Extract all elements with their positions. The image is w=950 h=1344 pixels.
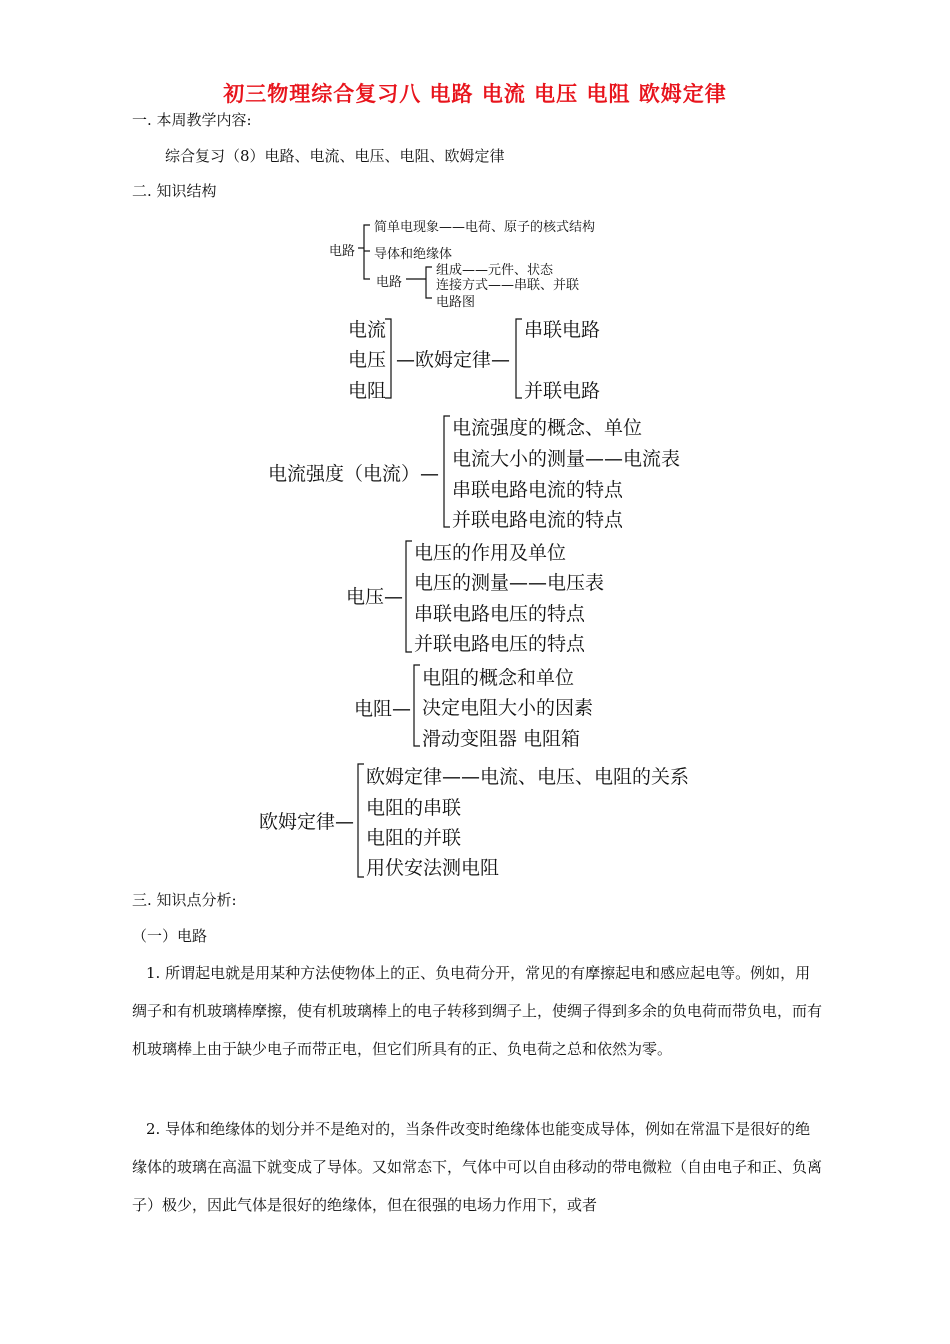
circuit-root: 电路 [329,244,356,259]
voltage-item-1: 电压的作用及单位 [414,542,567,564]
ohm-item-3: 电阻的并联 [366,827,462,849]
voltage-item-4: 并联电路电压的特点 [414,633,586,655]
center-right-1: 串联电路 [524,319,601,341]
center-left-1: 电流 [348,319,387,341]
circuit-sub-item-1: 组成——元件、状态 [436,263,554,278]
voltage-root: 电压— [346,586,404,608]
circuit-sub-brace [406,265,436,303]
current-item-3: 串联电路电流的特点 [452,479,624,501]
current-item-1: 电流强度的概念、单位 [452,417,643,439]
resistance-item-3: 滑动变阻器 电阻箱 [422,728,581,750]
section-2-heading: 二. 知识结构 [132,182,217,200]
current-brace [438,415,452,531]
current-item-2: 电流大小的测量——电流表 [452,448,681,470]
circuit-sub-item-3: 电路图 [436,295,476,310]
circuit-brace [358,224,372,284]
circuit-item-3: 电路 [376,275,403,290]
current-item-4: 并联电路电流的特点 [452,509,624,531]
voltage-item-2: 电压的测量——电压表 [414,572,605,594]
voltage-brace [400,540,414,656]
current-root: 电流强度（电流）— [268,463,440,485]
paragraph-1: 1. 所谓起电就是用某种方法使物体上的正、负电荷分开，常见的有摩擦起电和感应起电等。例如，用绸子和有机玻璃棒摩擦，使有机玻璃棒上的电子转移到绸子上，使绸子得到多余的负电荷而带负电，而有机玻璃棒上由于缺少电子而带正电，但它们所具有的正、负电荷之总和依然为零。 [132,964,823,1058]
center-left-2: 电压 [348,349,387,371]
circuit-item-2: 导体和绝缘体 [374,247,453,262]
center-middle: —欧姆定律— [396,349,511,371]
ohm-brace [352,763,366,881]
page-title: 初三物理综合复习八 电路 电流 电压 电阻 欧姆定律 [223,82,727,106]
section-3-heading: 三. 知识点分析: [132,891,237,909]
ohm-item-1: 欧姆定律——电流、电压、电阻的关系 [366,766,690,788]
circuit-item-1: 简单电现象——电荷、原子的核式结构 [374,220,596,235]
center-right-2: 并联电路 [524,380,601,402]
resistance-root: 电阻— [354,698,412,720]
circuit-sub-item-2: 连接方式——串联、并联 [436,278,580,293]
section-3-sub-heading: （一）电路 [132,927,208,945]
paragraph-2: 2. 导体和绝缘体的划分并不是绝对的，当条件改变时绝缘体也能变成导体，例如在常温下是很好的绝缘体的玻璃在高温下就变成了导体。又如常态下，气体中可以自由移动的带电微粒（自由电子和正、负离子）极少，因此气体是很好的绝缘体，但在很强的电场力作用下，或者 [132,1120,823,1214]
ohm-item-4: 用伏安法测电阻 [366,857,500,879]
resistance-item-1: 电阻的概念和单位 [422,667,575,689]
resistance-item-2: 决定电阻大小的因素 [422,697,594,719]
center-left-3: 电阻 [348,380,387,402]
resistance-brace [408,664,422,750]
center-right-brace [510,318,524,402]
section-1-content: 综合复习（8）电路、电流、电压、电阻、欧姆定律 [165,147,505,165]
ohm-root: 欧姆定律— [259,811,355,833]
ohm-item-2: 电阻的串联 [366,797,462,819]
voltage-item-3: 串联电路电压的特点 [414,603,586,625]
section-1-heading: 一. 本周教学内容: [132,111,252,129]
